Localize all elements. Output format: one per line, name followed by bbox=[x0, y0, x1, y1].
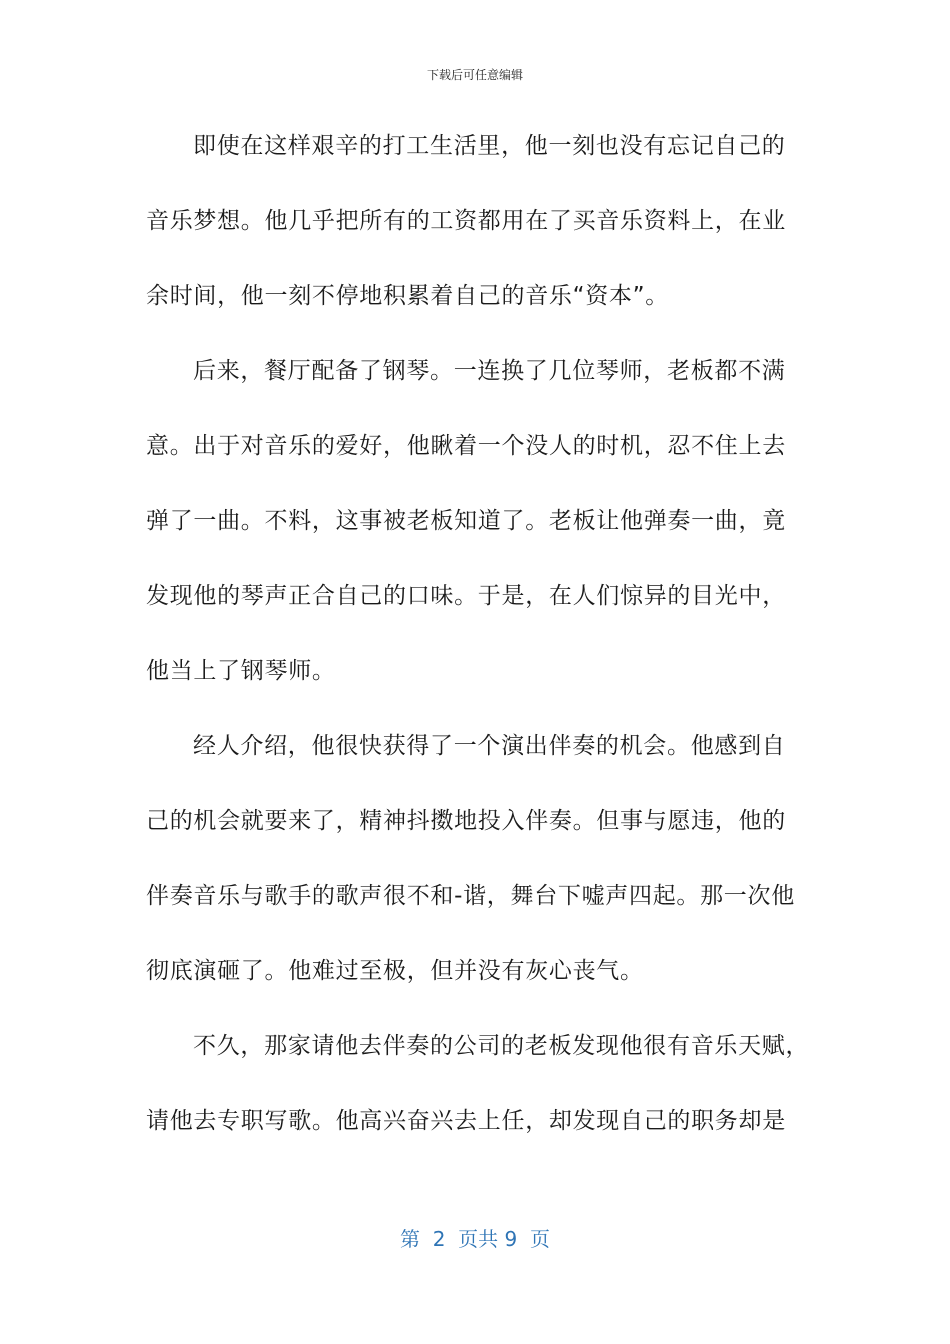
text-line: 伴奏音乐与歌手的歌声很不和-谐，舞台下嘘声四起。那一次他 bbox=[146, 883, 795, 909]
text-line: 弹了一曲。不料，这事被老板知道了。老板让他弹奏一曲，竟 bbox=[146, 508, 786, 534]
text-line: 请他去专职写歌。他高兴奋兴去上任，却发现自己的职务却是 bbox=[146, 1108, 786, 1134]
page-header: 下载后可任意编辑 bbox=[426, 68, 523, 82]
text-line: 后来，餐厅配备了钢琴。一连换了几位琴师，老板都不满 bbox=[193, 358, 786, 384]
text-line: 己的机会就要来了，精神抖擞地投入伴奏。但事与愿违，他的 bbox=[146, 808, 786, 834]
text-line: 即使在这样艰辛的打工生活里，他一刻也没有忘记自己的 bbox=[193, 133, 786, 159]
text-line: 意。出于对音乐的爱好，他瞅着一个没人的时机，忍不住上去 bbox=[146, 433, 786, 459]
text-line: 他当上了钢琴师。 bbox=[146, 658, 336, 684]
text-line: 发现他的琴声正合自己的口味。于是，在人们惊异的目光中， bbox=[146, 583, 786, 609]
text-line: 彻底演砸了。他难过至极，但并没有灰心丧气。 bbox=[146, 958, 644, 984]
text-line: 音乐梦想。他几乎把所有的工资都用在了买音乐资料上，在业 bbox=[146, 208, 786, 234]
text-line: 经人介绍，他很快获得了一个演出伴奏的机会。他感到自 bbox=[193, 733, 786, 759]
page-number: 第 2 页共 9 页 bbox=[400, 1227, 550, 1251]
document-body bbox=[146, 126, 810, 1176]
text-line: 不久，那家请他去伴奏的公司的老板发现他很有音乐天赋， bbox=[193, 1033, 810, 1059]
text-line: 余时间，他一刻不停地积累着自己的音乐“资本”。 bbox=[146, 283, 669, 309]
